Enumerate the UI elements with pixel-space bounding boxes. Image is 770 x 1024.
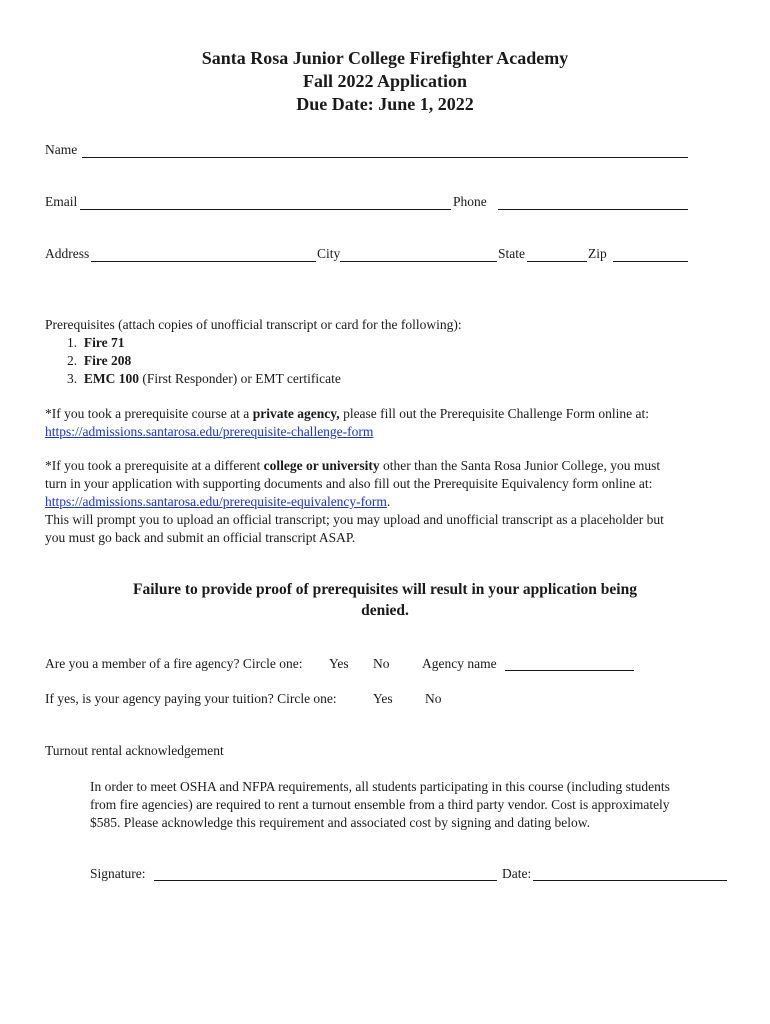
fire-agency-no[interactable]: No (373, 656, 390, 671)
turnout-text-line-3: $585. Please acknowledge this requirement and associated cost by signing and dating below. (90, 815, 591, 830)
equivalency-link-line (45, 493, 390, 511)
equivalency-form-link[interactable]: https://admissions.santarosa.edu/prerequisite-equivalency-form (45, 494, 387, 509)
address-field[interactable] (91, 261, 316, 262)
college-text-line-1 (45, 457, 660, 475)
private-agency-bold: private agency, (252, 406, 340, 421)
name-label: Name (45, 142, 78, 157)
phone-label: Phone (453, 194, 487, 209)
agency-name-label: Agency name (422, 656, 497, 671)
fire-agency-question: Are you a member of a fire agency? Circle one: (45, 656, 303, 671)
college-pre: *If you took a prerequisite at a different (45, 458, 264, 473)
item-course: Fire 71 (83, 335, 125, 350)
college-text-line-4: This will prompt you to upload an official transcript; you may upload and unofficial transcript as a placeholder but (45, 512, 664, 527)
turnout-text-line-2: from fire agencies) are required to rent a turnout ensemble from a third party vendor. Cost is approximately (90, 797, 670, 812)
zip-label: Zip (588, 246, 607, 261)
college-post: other than the Santa Rosa Junior College, you must (379, 458, 661, 473)
prerequisite-item-3 (67, 370, 341, 388)
prerequisite-warning (0, 579, 770, 621)
state-field[interactable] (527, 261, 587, 262)
college-bold: college or university (263, 458, 380, 473)
city-label: City (317, 246, 341, 261)
name-field[interactable] (82, 157, 688, 158)
due-date: Due Date: June 1, 2022 (296, 94, 474, 114)
warning-line-2: denied. (361, 602, 409, 619)
private-agency-post: please fill out the Prerequisite Challenge Form online at: (339, 406, 649, 421)
warning-line-1: Failure to provide proof of prerequisites will result in your application being (133, 581, 637, 598)
email-field[interactable] (80, 209, 451, 210)
date-field[interactable] (533, 880, 727, 881)
zip-field[interactable] (613, 261, 688, 262)
date-label: Date: (502, 866, 532, 881)
prerequisite-item-2 (67, 352, 131, 370)
signature-label: Signature: (90, 866, 146, 881)
prerequisites-intro: Prerequisites (attach copies of unofficial transcript or card for the following): (45, 317, 462, 332)
agency-name-field[interactable] (505, 670, 634, 671)
fire-agency-yes[interactable]: Yes (329, 656, 349, 671)
item-detail: (First Responder) or EMT certificate (139, 371, 341, 386)
form-title (0, 47, 770, 116)
tuition-yes[interactable]: Yes (373, 691, 393, 706)
turnout-text-line-1: In order to meet OSHA and NFPA requirements, all students participating in this course (including students (90, 779, 670, 794)
title-line-1: Santa Rosa Junior College Firefighter Academy (201, 48, 569, 68)
item-course: Fire 208 (83, 353, 132, 368)
challenge-form-link[interactable]: https://admissions.santarosa.edu/prerequisite-challenge-form (45, 424, 374, 439)
private-agency-text (45, 405, 649, 423)
tuition-no[interactable]: No (425, 691, 442, 706)
item-number: 1. (67, 335, 78, 350)
phone-field[interactable] (498, 209, 688, 210)
college-text-line-2: turn in your application with supporting documents and also fill out the Prerequisite Equivalency form online at: (45, 476, 653, 491)
email-label: Email (45, 194, 78, 209)
tuition-question: If yes, is your agency paying your tuition? Circle one: (45, 691, 337, 706)
item-course: EMC 100 (83, 371, 139, 386)
address-label: Address (45, 246, 90, 261)
item-number: 3. (67, 371, 78, 386)
college-text-line-5: you must go back and submit an official transcript ASAP. (45, 530, 356, 545)
title-line-2: Fall 2022 Application (302, 71, 468, 91)
private-agency-pre: *If you took a prerequisite course at a (45, 406, 253, 421)
signature-field[interactable] (154, 880, 497, 881)
turnout-heading: Turnout rental acknowledgement (45, 743, 224, 758)
link-suffix: . (386, 494, 391, 509)
state-label: State (498, 246, 525, 261)
prerequisite-item-1 (67, 334, 125, 352)
item-number: 2. (67, 353, 78, 368)
city-field[interactable] (340, 261, 497, 262)
